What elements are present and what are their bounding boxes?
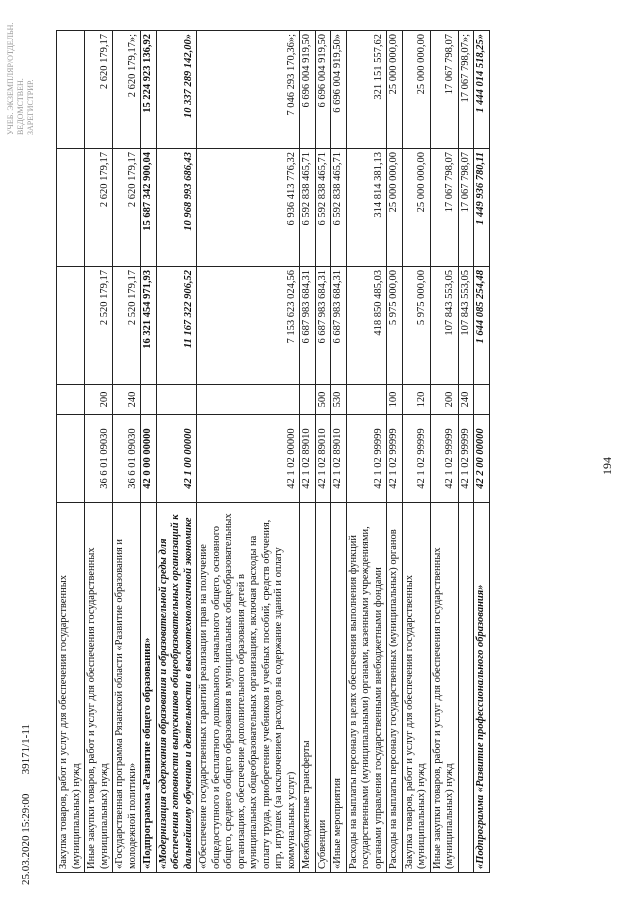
row-value-2020-cell: 2 520 179,17 [85,267,113,385]
row-value-2020-cell: 107 843 553,05 [430,267,458,385]
row-value-2022-cell: 2 620 179,17»; [113,31,141,149]
row-value-2022-cell: 25 000 000,00 [402,31,430,149]
row-value-2021-cell [57,149,85,267]
row-vr-cell [141,385,157,415]
table-row [402,31,430,873]
table-row [197,31,300,873]
row-value-2022-cell: 6 696 004 919,50 [315,31,331,149]
footer-doc-id: 39171/1-11 [20,724,32,775]
row-vr-cell [346,385,387,415]
row-name-cell: Межбюджетные трансферты [300,503,316,873]
row-csr-cell: 36 6 01 09030 [113,415,141,503]
row-csr-cell: 42 1 02 00000 [197,415,300,503]
row-name-cell: Расходы на выплаты персоналу в целях обеспечения выполнения функций государственными (муниципальными) органами, казенными учреждениями, органами управления государственными внебюджетными фондами [346,503,387,873]
row-name-cell: Закупка товаров, работ и услуг для обеспечения государственных (муниципальных) нужд [57,503,85,873]
row-value-2021-cell: 2 620 179,17 [85,149,113,267]
row-name-cell: Субвенции [315,503,331,873]
row-value-2020-cell: 7 153 623 024,56 [197,267,300,385]
row-value-2020-cell: 5 975 000,00 [402,267,430,385]
row-value-2022-cell: 25 000 000,00 [387,31,403,149]
row-vr-cell [57,385,85,415]
row-name-cell: «Обеспечение государственных гарантий реализации прав на получение общедоступного и бесплатного дошкольного, начального общего, основного общего, среднего общего образования в муниципальных общеобразовательных организациях, обеспечение дополнительного образования детей в муниципальных общеобразовательных организациях, включая расходы на оплату труда, приобретение учебников и учебных пособий, средств обучения, игр, игрушек (за исключением расходов на содержание зданий и оплату коммунальных услуг) [197,503,300,873]
row-value-2022-cell: 17 067 798,07 [430,31,458,149]
row-value-2020-cell: 107 843 553,05 [458,267,474,385]
row-vr-cell [474,385,490,415]
table-row [141,31,157,873]
budget-table [56,30,490,873]
row-csr-cell: 42 1 02 99999 [430,415,458,503]
row-value-2020-cell: 6 687 983 684,31 [300,267,316,385]
table-row [458,31,474,873]
row-csr-cell: 42 1 02 99999 [402,415,430,503]
row-vr-cell: 100 [387,385,403,415]
row-name-cell: «Подпрограмма «Развитие общего образования» [141,503,157,873]
footer-timestamp: 25.03.2020 15:29:00 [20,793,32,885]
table-row [300,31,316,873]
row-name-cell: Иные закупки товаров, работ и услуг для обеспечения государственных (муниципальных) нужд [85,503,113,873]
row-value-2020-cell: 2 520 179,17 [113,267,141,385]
row-value-2020-cell: 418 850 485,03 [346,267,387,385]
row-value-2022-cell: 10 337 289 142,00» [156,31,197,149]
stamp-line-2: ВЕДОМСТВЕН. [16,78,25,135]
row-vr-cell: 240 [113,385,141,415]
row-value-2021-cell: 6 592 838 465,71 [300,149,316,267]
row-name-cell: Расходы на выплаты персоналу государственных (муниципальных) органов [387,503,403,873]
row-value-2021-cell: 2 620 179,17 [113,149,141,267]
stamp-line-3: ЗАРЕГИСТРИР. [26,79,35,135]
page-footer [20,724,32,885]
table-row [85,31,113,873]
row-value-2022-cell [57,31,85,149]
row-value-2020-cell: 5 975 000,00 [387,267,403,385]
row-csr-cell: 42 1 02 99999 [458,415,474,503]
row-value-2021-cell: 314 814 381,13 [346,149,387,267]
row-csr-cell: 42 1 00 00000 [156,415,197,503]
row-value-2020-cell: 6 687 983 684,31 [315,267,331,385]
row-name-cell [458,503,474,873]
row-value-2022-cell: 17 067 798,07»; [458,31,474,149]
row-name-cell: Иные закупки товаров, работ и услуг для обеспечения государственных (муниципальных) нужд [430,503,458,873]
budget-table-body [57,31,490,873]
row-value-2021-cell: 1 449 936 780,11 [474,149,490,267]
row-value-2021-cell: 25 000 000,00 [387,149,403,267]
row-value-2021-cell: 10 968 993 686,43 [156,149,197,267]
row-value-2022-cell: 321 151 557,62 [346,31,387,149]
row-csr-cell: 42 1 02 99999 [387,415,403,503]
row-value-2021-cell: 15 687 342 900,04 [141,149,157,267]
row-value-2021-cell: 17 067 798,07 [430,149,458,267]
table-row [113,31,141,873]
row-csr-cell: 36 6 01 09030 [85,415,113,503]
row-value-2021-cell: 6 592 838 465,71 [315,149,331,267]
row-vr-cell: 500 [315,385,331,415]
stamp-line-1: УЧЕБ. ЭКЗЕМПЛЯР/ОТДЕЛЬН. [6,22,15,135]
row-csr-cell: 42 0 00 00000 [141,415,157,503]
row-value-2020-cell: 1 644 085 254,48 [474,267,490,385]
row-value-2020-cell: 11 167 322 906,52 [156,267,197,385]
row-csr-cell: 42 1 02 99999 [346,415,387,503]
table-row [346,31,387,873]
row-name-cell: «Модернизация содержания образования и образовательной среды для обеспечения готовности выпускников общеобразовательных организаций к дальнейшему обучению и деятельности в высокотехнологичной экономике [156,503,197,873]
row-vr-cell: 530 [331,385,347,415]
table-row [331,31,347,873]
table-row [315,31,331,873]
faded-stamp [6,23,36,135]
row-value-2022-cell: 6 696 004 919,50 [300,31,316,149]
row-vr-cell: 200 [430,385,458,415]
row-value-2022-cell: 1 444 014 518,25» [474,31,490,149]
row-value-2022-cell: 15 224 923 136,92 [141,31,157,149]
row-value-2020-cell: 6 687 983 684,31 [331,267,347,385]
row-name-cell: «Подпрограмма «Развитие профессионального образования» [474,503,490,873]
table-row [156,31,197,873]
row-vr-cell: 240 [458,385,474,415]
row-vr-cell: 120 [402,385,430,415]
row-csr-cell [57,415,85,503]
table-row [387,31,403,873]
row-csr-cell: 42 1 02 89010 [315,415,331,503]
row-vr-cell [197,385,300,415]
row-vr-cell: 200 [85,385,113,415]
row-name-cell: Закупка товаров, работ и услуг для обеспечения государственных (муниципальных) нужд [402,503,430,873]
row-value-2020-cell [57,267,85,385]
table-row [57,31,85,873]
row-csr-cell: 42 1 02 89010 [300,415,316,503]
row-csr-cell: 42 1 02 89010 [331,415,347,503]
row-value-2022-cell: 6 696 004 919,50» [331,31,347,149]
row-name-cell: «Государственная программа Рязанской области «Развитие образования и молодежной политики» [113,503,141,873]
table-row [430,31,458,873]
row-value-2021-cell: 6 592 838 465,71 [331,149,347,267]
row-csr-cell: 42 2 00 00000 [474,415,490,503]
row-value-2021-cell: 6 936 413 776,32 [197,149,300,267]
row-name-cell: «Иные мероприятия [331,503,347,873]
row-value-2021-cell: 25 000 000,00 [402,149,430,267]
row-value-2020-cell: 16 321 454 971,93 [141,267,157,385]
row-value-2022-cell: 7 046 293 170,36»; [197,31,300,149]
row-value-2022-cell: 2 620 179,17 [85,31,113,149]
page-number: 194 [600,457,614,475]
row-vr-cell [156,385,197,415]
row-vr-cell [300,385,316,415]
table-row [474,31,490,873]
row-value-2021-cell: 17 067 798,07 [458,149,474,267]
